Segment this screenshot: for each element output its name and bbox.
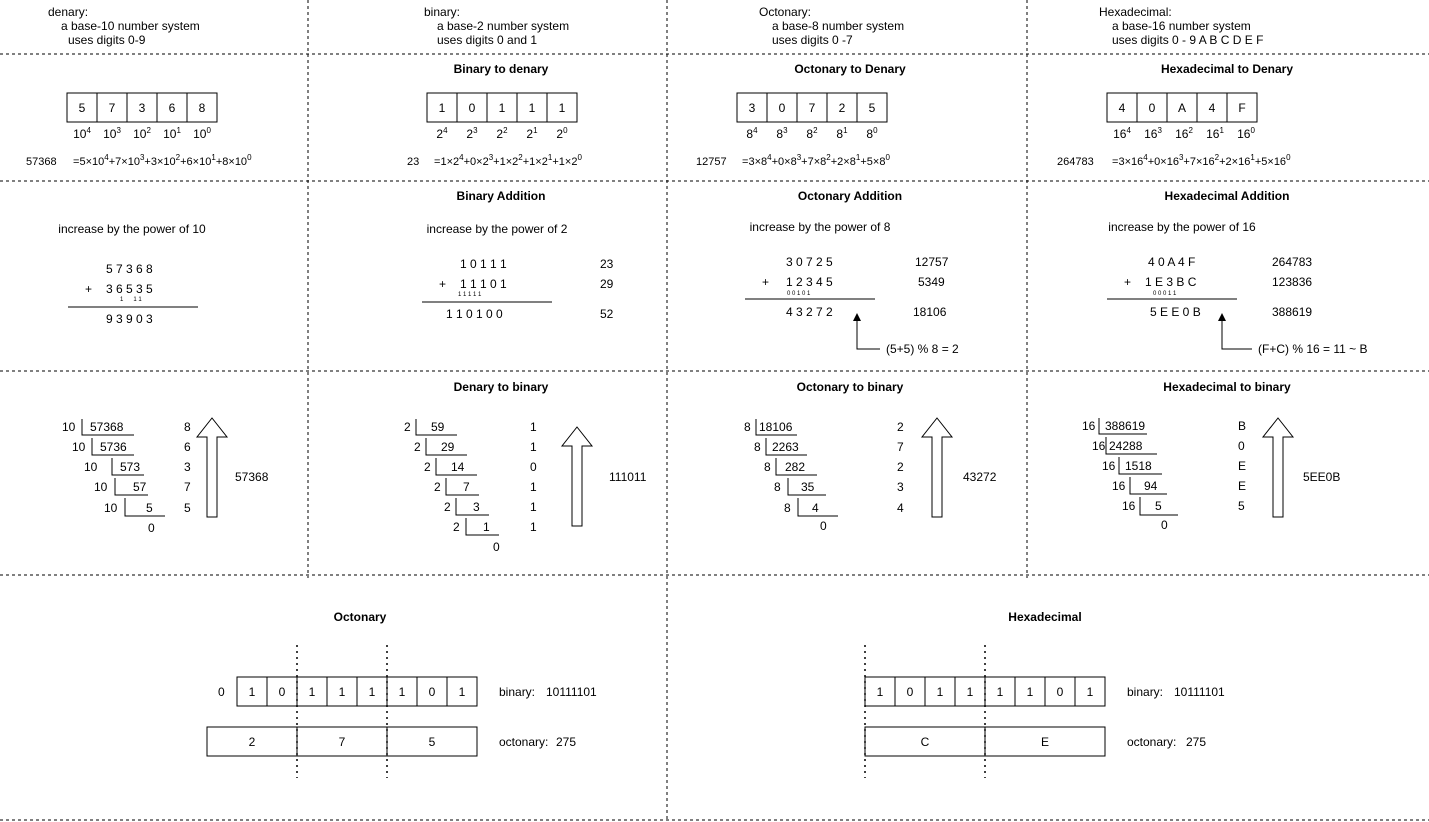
plus-sign: + xyxy=(762,275,770,289)
division-hexadecimal xyxy=(1082,380,1340,532)
header-desc: uses digits 0 -7 xyxy=(772,33,853,47)
place-value: $2^4$ xyxy=(436,126,448,141)
section-title: Octonary to Denary xyxy=(794,62,906,76)
header-title: Octonary: xyxy=(759,5,812,19)
division-binary xyxy=(404,380,647,554)
group-digit: 2 xyxy=(248,735,256,749)
bit: 0 xyxy=(278,685,286,699)
digit: 6 xyxy=(168,101,176,115)
result-row: 4 3 2 7 2 xyxy=(786,305,833,319)
header-desc: a base-2 number system xyxy=(437,19,570,33)
binary-label: binary: xyxy=(1127,685,1164,699)
to-denary-binary xyxy=(407,62,582,168)
quotient: 29 xyxy=(441,440,455,454)
power-note: increase by the power of 16 xyxy=(1108,220,1256,234)
carry-row: 0 0 1 0 1 xyxy=(787,291,811,297)
addend-denary: 264783 xyxy=(1272,255,1313,269)
to-denary-octonary xyxy=(696,62,906,168)
bit: 1 xyxy=(398,685,406,699)
division-octonary xyxy=(744,380,997,533)
remainder: 1 xyxy=(530,440,537,454)
remainder: 6 xyxy=(184,440,191,454)
section-title: Binary Addition xyxy=(456,189,546,203)
carry-row: 1 1 1 xyxy=(120,297,142,303)
remainder: 3 xyxy=(897,480,904,494)
to-denary-denary xyxy=(26,93,252,168)
quotient: 14 xyxy=(451,460,465,474)
divisor: 8 xyxy=(774,480,781,494)
annotation-arrow xyxy=(1222,320,1252,349)
section-title: Octonary xyxy=(333,610,387,624)
digit-boxes xyxy=(1107,93,1257,122)
digit: 1 xyxy=(498,101,506,115)
power-note: increase by the power of 10 xyxy=(58,222,206,236)
digit: F xyxy=(1238,101,1246,115)
divisor: 8 xyxy=(764,460,771,474)
addend-denary: 29 xyxy=(600,277,614,291)
group-digit: C xyxy=(920,735,930,749)
divisor: 16 xyxy=(1092,439,1106,453)
place-value: $8^1$ xyxy=(836,126,848,141)
quotient: 18106 xyxy=(759,420,793,434)
quotient: 94 xyxy=(1144,479,1158,493)
place-value: $2^0$ xyxy=(556,126,568,141)
annotation-text: (F+C) % 16 = 11 ~ B xyxy=(1258,342,1368,356)
digit: 0 xyxy=(1148,101,1156,115)
header-title: denary: xyxy=(48,5,89,19)
bit: 0 xyxy=(428,685,436,699)
quotient: 573 xyxy=(120,460,141,474)
plus-sign: + xyxy=(1124,275,1132,289)
quotient: 5736 xyxy=(100,440,127,454)
addend-denary: 23 xyxy=(600,257,614,271)
place-value: $2^2$ xyxy=(496,126,508,141)
digit: 7 xyxy=(108,101,116,115)
divisor: 2 xyxy=(453,520,460,534)
expansion-formula: $=3\times 16^4+0\times 16^3+7\times 16^2+2\times 16^1+5\times 16^0$ xyxy=(1112,153,1291,168)
header-desc: a base-16 number system xyxy=(1112,19,1251,33)
bit: 1 xyxy=(936,685,944,699)
denary-value: 12757 xyxy=(696,156,727,168)
remainder: 0 xyxy=(530,460,537,474)
grouping-hexadecimal xyxy=(865,610,1225,778)
quotient: 388619 xyxy=(1105,419,1146,433)
binary-value: 10111101 xyxy=(1174,685,1225,699)
divisor: 16 xyxy=(1082,419,1096,433)
section-title: Binary to denary xyxy=(453,62,549,76)
quotient: 57368 xyxy=(90,420,124,434)
header-desc: a base-8 number system xyxy=(772,19,905,33)
addend-row: 3 6 5 3 5 xyxy=(106,282,153,296)
remainder: 0 xyxy=(1238,439,1245,453)
binary-label: binary: xyxy=(499,685,536,699)
division-bracket xyxy=(125,498,165,516)
digit: 4 xyxy=(1118,101,1126,115)
to-denary-hexadecimal xyxy=(1057,62,1293,168)
remainder: E xyxy=(1238,479,1247,493)
digit: 0 xyxy=(778,101,786,115)
addition-octonary xyxy=(745,189,959,356)
addend-denary: 12757 xyxy=(915,255,949,269)
digit: 1 xyxy=(558,101,566,115)
denary-value: 264783 xyxy=(1057,156,1094,168)
quotient: 3 xyxy=(473,500,480,514)
place-value: $16^0$ xyxy=(1237,126,1255,141)
digit: 2 xyxy=(838,101,846,115)
divisor: 10 xyxy=(72,440,86,454)
digit-boxes xyxy=(67,93,217,122)
divisor: 16 xyxy=(1102,459,1116,473)
remainder: 7 xyxy=(184,480,191,494)
addition-hexadecimal xyxy=(1107,189,1368,356)
remainder: B xyxy=(1238,419,1247,433)
remainder: 1 xyxy=(530,480,537,494)
result-denary: 388619 xyxy=(1272,305,1313,319)
remainder: 2 xyxy=(897,460,904,474)
addend-row: 1 2 3 4 5 xyxy=(786,275,833,289)
place-value: $2^3$ xyxy=(466,126,478,141)
bit: 1 xyxy=(876,685,884,699)
bit: 1 xyxy=(1086,685,1094,699)
annotation-text: (5+5) % 8 = 2 xyxy=(886,342,959,356)
group-digit: 7 xyxy=(338,735,346,749)
divisor: 16 xyxy=(1122,499,1136,513)
digit: 5 xyxy=(868,101,876,115)
bit: 0 xyxy=(906,685,914,699)
quotient: 5 xyxy=(1155,499,1162,513)
carry-row: 1 1 1 1 1 xyxy=(458,292,482,298)
bit-boxes xyxy=(237,677,477,706)
result-denary: 18106 xyxy=(913,305,947,319)
section-title: Octonary to binary xyxy=(796,380,904,394)
divisor: 2 xyxy=(434,480,441,494)
digit: 5 xyxy=(78,101,86,115)
bit: 1 xyxy=(308,685,316,699)
carry-row: 0 0 0 1 1 xyxy=(1153,291,1177,297)
header-title: binary: xyxy=(424,5,461,19)
expansion-formula: $=3\times 8^4+0\times 8^3+7\times 8^2+2\times 8^1+5\times 8^0$ xyxy=(742,153,890,168)
divisor: 2 xyxy=(404,420,411,434)
place-value: $2^1$ xyxy=(526,126,538,141)
annotation-arrow xyxy=(857,320,880,349)
remainder: E xyxy=(1238,459,1247,473)
plus-sign: + xyxy=(439,277,447,291)
section-title: Octonary Addition xyxy=(797,189,903,203)
quotient: 7 xyxy=(463,480,470,494)
addend-row: 3 0 7 2 5 xyxy=(786,255,833,269)
quotient: 282 xyxy=(785,460,806,474)
bit: 1 xyxy=(248,685,256,699)
quotient: 0 xyxy=(1161,518,1168,532)
read-up-arrow-icon xyxy=(922,418,952,517)
remainder: 3 xyxy=(184,460,191,474)
remainder: 1 xyxy=(530,520,537,534)
digit: 7 xyxy=(808,101,816,115)
place-value: $10^0$ xyxy=(193,126,211,141)
digit: 1 xyxy=(528,101,536,115)
addend-row: 5 7 3 6 8 xyxy=(106,262,153,276)
group-boxes xyxy=(207,727,477,756)
result-label: octonary: xyxy=(499,735,549,749)
division-result: 57368 xyxy=(235,470,269,484)
binary-value: 10111101 xyxy=(546,685,597,699)
digit: 4 xyxy=(1208,101,1216,115)
header-octonary xyxy=(759,5,904,47)
remainder: 2 xyxy=(897,420,904,434)
place-value: $16^2$ xyxy=(1175,126,1193,141)
addition-binary xyxy=(422,189,614,321)
remainder: 4 xyxy=(897,501,904,515)
read-up-arrow-icon xyxy=(562,427,592,526)
place-values xyxy=(1113,126,1255,141)
divisor: 10 xyxy=(104,501,118,515)
bit: 1 xyxy=(966,685,974,699)
digit-boxes xyxy=(427,93,577,122)
place-value: $8^4$ xyxy=(746,126,758,141)
divisor: 2 xyxy=(444,500,451,514)
place-value: $16^1$ xyxy=(1206,126,1224,141)
result-row: 1 1 0 1 0 0 xyxy=(446,307,503,321)
result-row: 9 3 9 0 3 xyxy=(106,312,153,326)
divisor: 2 xyxy=(414,440,421,454)
quotient: 1 xyxy=(483,520,490,534)
power-note: increase by the power of 2 xyxy=(426,222,568,236)
header-denary xyxy=(48,5,200,47)
section-title: Hexadecimal xyxy=(1008,610,1082,624)
header-desc: uses digits 0 - 9 A B C D E F xyxy=(1112,33,1264,47)
addend-denary: 5349 xyxy=(918,275,945,289)
section-title: Hexadecimal Addition xyxy=(1164,189,1290,203)
digit: 8 xyxy=(198,101,206,115)
divisor: 8 xyxy=(784,501,791,515)
place-values xyxy=(436,126,568,141)
header-desc: uses digits 0 and 1 xyxy=(437,33,538,47)
remainder: 7 xyxy=(897,440,904,454)
result-label: octonary: xyxy=(1127,735,1177,749)
quotient: 0 xyxy=(820,519,827,533)
divisor: 10 xyxy=(62,420,76,434)
divisor: 8 xyxy=(754,440,761,454)
header-desc: a base-10 number system xyxy=(61,19,200,33)
digit: 3 xyxy=(748,101,756,115)
grouping-octonary xyxy=(207,610,597,778)
quotient: 0 xyxy=(493,540,500,554)
remainder: 8 xyxy=(184,420,191,434)
place-value: $8^3$ xyxy=(776,126,788,141)
divisor: 8 xyxy=(744,420,751,434)
quotient: 0 xyxy=(148,521,155,535)
plus-sign: + xyxy=(85,282,93,296)
expansion-formula: $=1\times 2^4+0\times 2^3+1\times 2^2+1\times 2^1+1\times 2^0$ xyxy=(434,153,582,168)
header-desc: uses digits 0-9 xyxy=(68,33,146,47)
bit: 1 xyxy=(338,685,346,699)
quotient: 59 xyxy=(431,420,445,434)
place-value: $8^2$ xyxy=(806,126,818,141)
section-title: Denary to binary xyxy=(453,380,549,394)
bit: 1 xyxy=(1026,685,1034,699)
division-result: 43272 xyxy=(963,470,997,484)
bit: 0 xyxy=(1056,685,1064,699)
place-value: $16^3$ xyxy=(1144,126,1162,141)
digit: 0 xyxy=(468,101,476,115)
read-up-arrow-icon xyxy=(1263,418,1293,517)
bit: 1 xyxy=(368,685,376,699)
place-value: $10^1$ xyxy=(163,126,181,141)
addend-row: 4 0 A 4 F xyxy=(1148,255,1196,269)
division-denary xyxy=(62,418,269,535)
quotient: 57 xyxy=(133,480,147,494)
division-result: 5EE0B xyxy=(1303,470,1341,484)
bit: 1 xyxy=(996,685,1004,699)
remainder: 5 xyxy=(1238,499,1245,513)
place-value: $16^4$ xyxy=(1113,126,1131,141)
header-title: Hexadecimal: xyxy=(1099,5,1172,19)
result-value: 275 xyxy=(1186,735,1207,749)
remainder: 1 xyxy=(530,420,537,434)
result-row: 5 E E 0 B xyxy=(1150,305,1201,319)
addend-row: 1 1 1 0 1 xyxy=(460,277,507,291)
quotient: 35 xyxy=(801,480,815,494)
quotient: 4 xyxy=(812,501,819,515)
division-result: 111011 xyxy=(609,470,647,484)
quotient: 2263 xyxy=(772,440,799,454)
place-value: $10^4$ xyxy=(73,126,91,141)
place-value: $10^3$ xyxy=(103,126,121,141)
addend-row: 1 E 3 B C xyxy=(1145,275,1197,289)
place-values xyxy=(73,126,211,141)
header-binary xyxy=(424,5,569,47)
addition-denary xyxy=(58,222,206,326)
quotient: 5 xyxy=(146,501,153,515)
group-digit: E xyxy=(1040,735,1050,749)
denary-value: 23 xyxy=(407,156,420,168)
divisor: 16 xyxy=(1112,479,1126,493)
header-hexadecimal xyxy=(1099,5,1263,47)
power-note: increase by the power of 8 xyxy=(749,220,891,234)
digit-boxes xyxy=(737,93,887,122)
quotient: 24288 xyxy=(1109,439,1143,453)
divisor: 10 xyxy=(94,480,108,494)
place-value: $10^2$ xyxy=(133,126,151,141)
divisor: 2 xyxy=(424,460,431,474)
section-title: Hexadecimal to Denary xyxy=(1160,62,1294,76)
section-title: Hexadecimal to binary xyxy=(1163,380,1291,394)
remainder: 1 xyxy=(530,500,537,514)
addend-denary: 123836 xyxy=(1272,275,1313,289)
divisor: 10 xyxy=(84,460,98,474)
digit: A xyxy=(1177,101,1187,115)
quotient: 1518 xyxy=(1125,459,1152,473)
group-digit: 5 xyxy=(428,735,436,749)
result-denary: 52 xyxy=(600,307,614,321)
result-value: 275 xyxy=(556,735,577,749)
addend-row: 1 0 1 1 1 xyxy=(460,257,507,271)
expansion-formula: $=5\times 10^4+7\times 10^3+3\times 10^2+6\times 10^1+8\times 10^0$ xyxy=(73,153,252,168)
digit: 1 xyxy=(438,101,446,115)
denary-value: 57368 xyxy=(26,156,57,168)
place-value: $8^0$ xyxy=(866,126,878,141)
digit: 3 xyxy=(138,101,146,115)
place-values xyxy=(746,126,878,141)
leading-zero: 0 xyxy=(218,685,225,699)
read-up-arrow-icon xyxy=(197,418,227,517)
remainder: 5 xyxy=(184,501,191,515)
bit: 1 xyxy=(458,685,466,699)
